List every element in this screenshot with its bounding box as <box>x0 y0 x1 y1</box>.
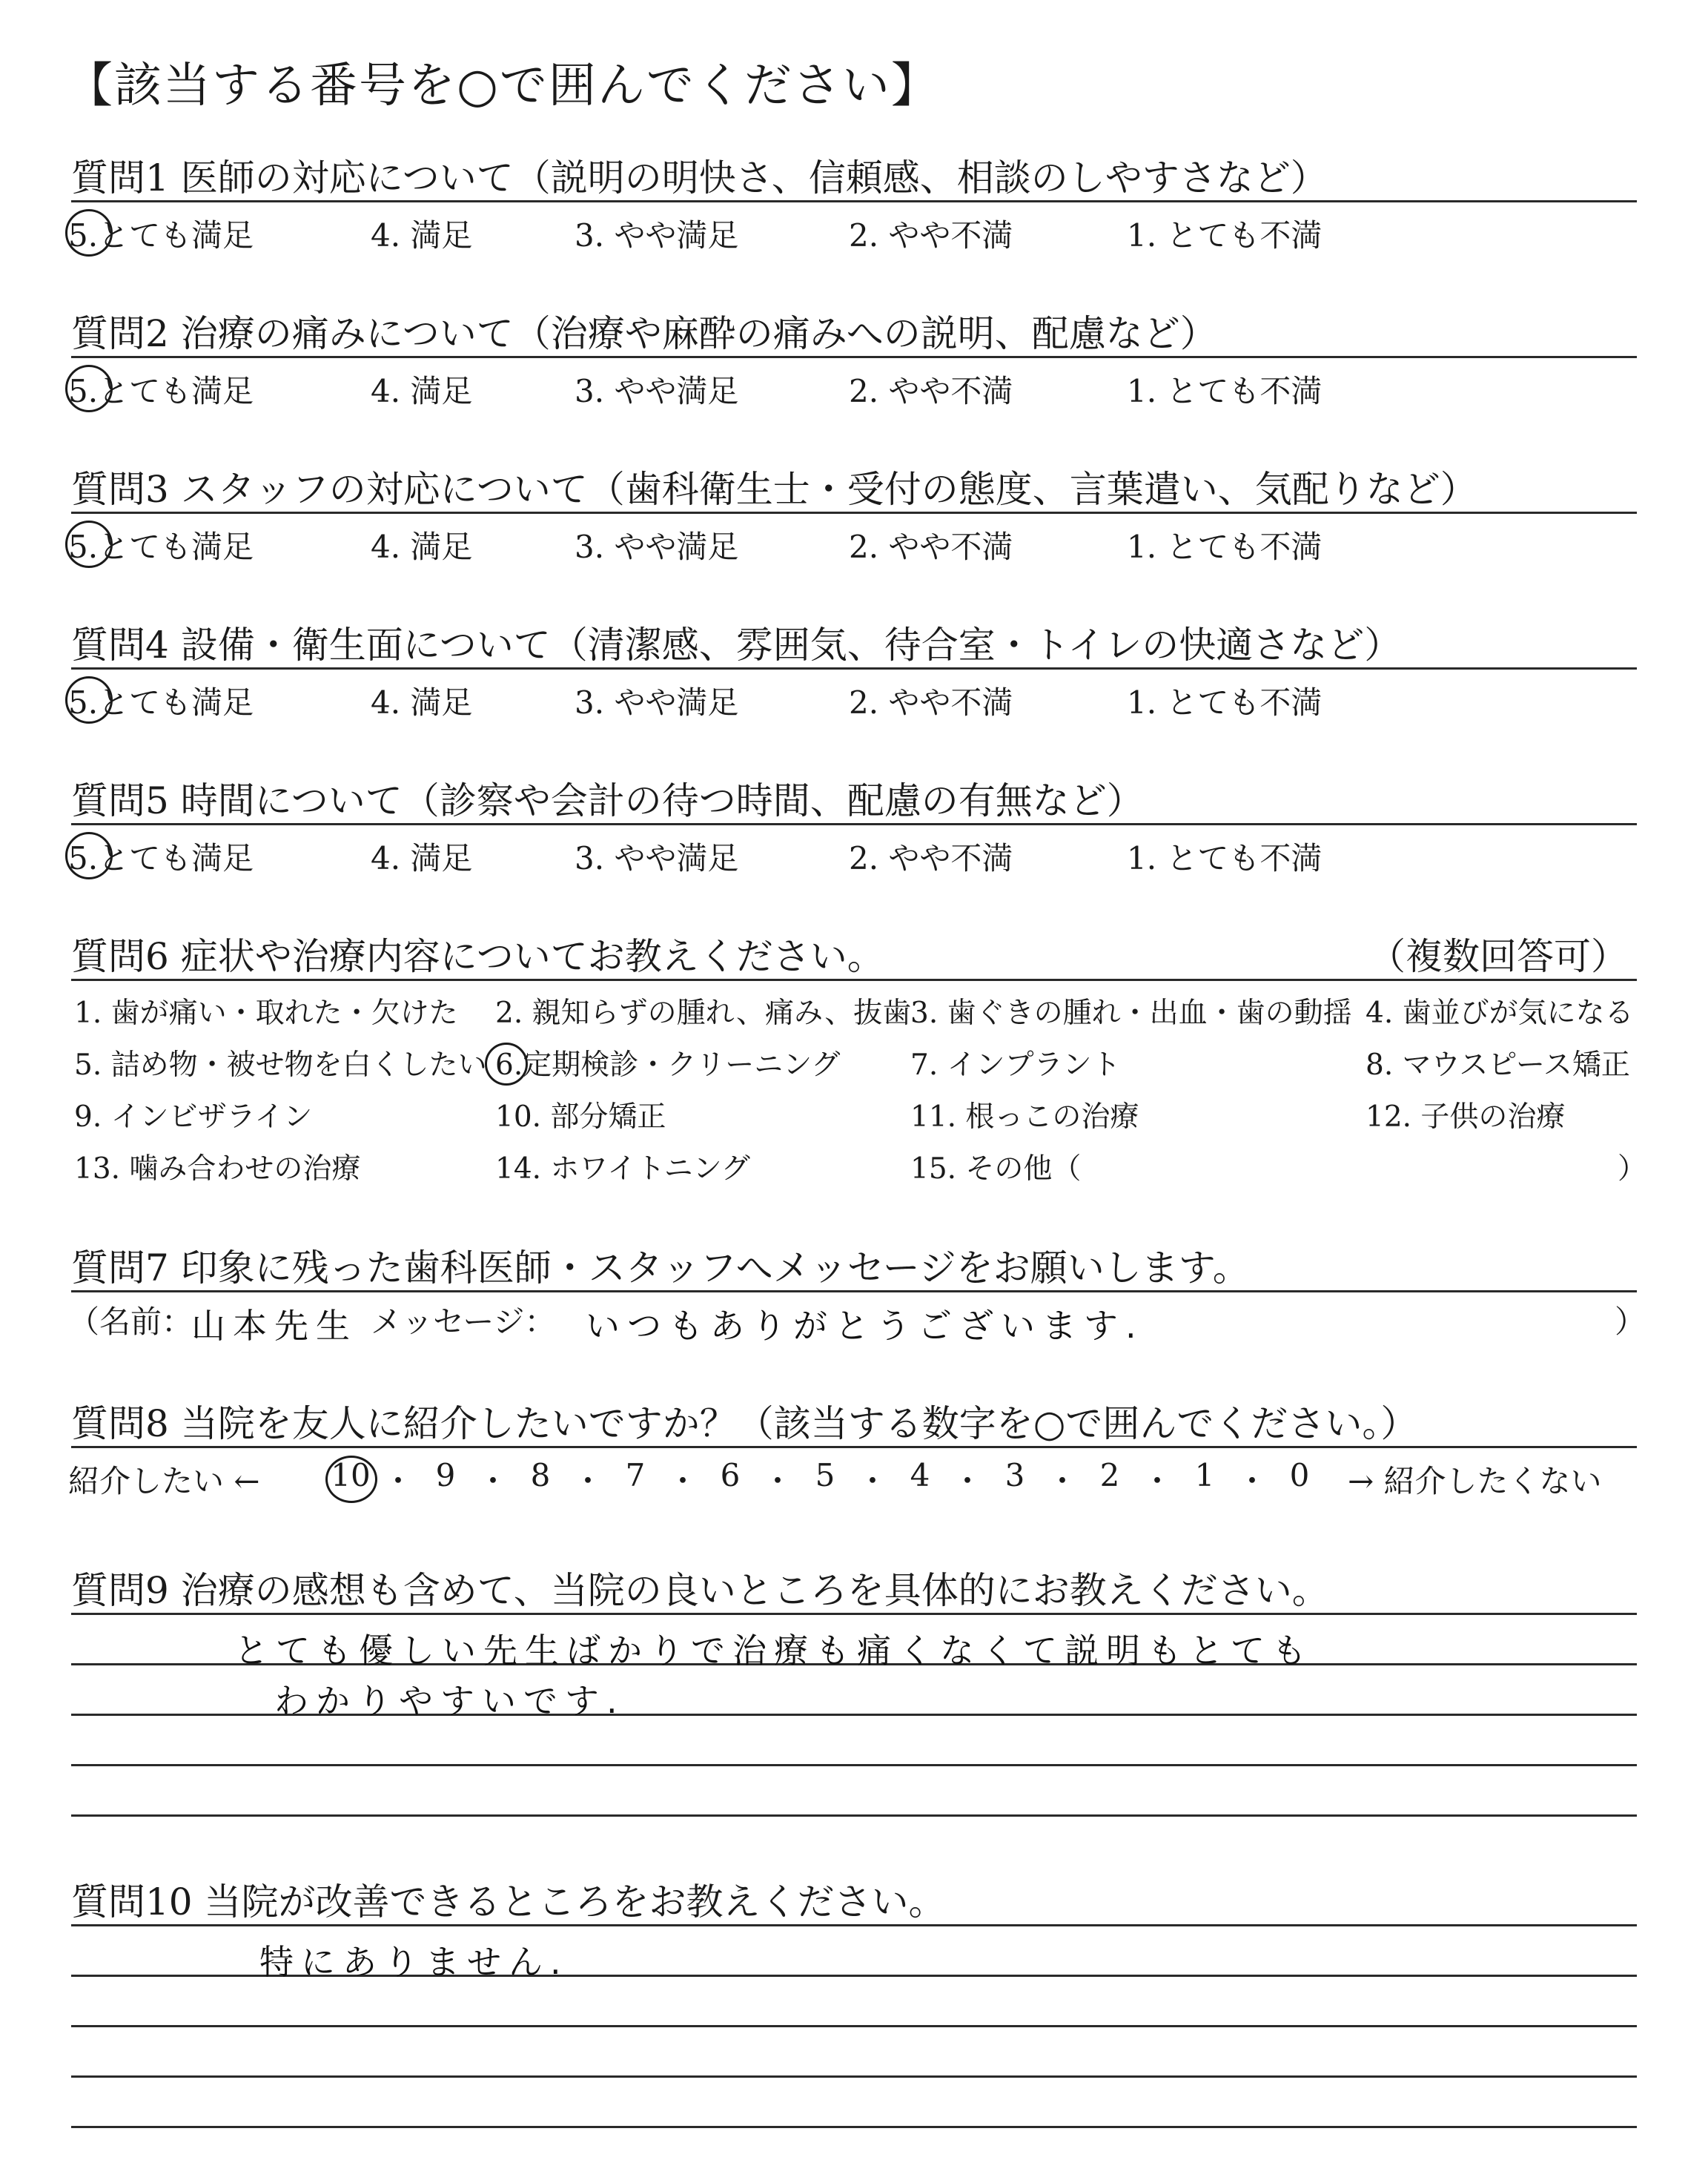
q3-option-3[interactable]: 3. やや満足 <box>575 529 739 565</box>
q9-rule-1 <box>71 1613 1637 1615</box>
q3-option-2[interactable]: 2. やや不満 <box>849 529 1013 565</box>
q8-selected-circle <box>325 1456 377 1503</box>
q9-heading: 質問9 治療の感想も含めて、当院の良いところを具体的にお教えください。 <box>71 1569 1329 1612</box>
q5-option-5[interactable]: 5.とても満足 <box>68 840 254 876</box>
q8-separator: ・ <box>572 1463 603 1499</box>
q10-answer-line-1[interactable]: 特にありません. <box>259 1942 569 1982</box>
q8-scale-4[interactable]: 4 <box>910 1457 930 1493</box>
q1-option-1[interactable]: 1. とても不満 <box>1127 217 1323 254</box>
q4-option-2[interactable]: 2. やや不満 <box>849 684 1013 721</box>
q8-separator: ・ <box>477 1463 509 1499</box>
q6-option-7[interactable]: 7. インプラント <box>910 1048 1121 1082</box>
q4-rule <box>71 667 1637 670</box>
q8-separator: ・ <box>382 1463 414 1499</box>
q5-heading: 質問5 時間について（診察や会計の待つ時間、配慮の有無など） <box>71 779 1144 822</box>
q8-scale-3[interactable]: 3 <box>1004 1457 1025 1493</box>
q8-scale-2[interactable]: 2 <box>1099 1457 1120 1493</box>
q6-option-14[interactable]: 14. ホワイトニング <box>495 1152 750 1186</box>
q2-option-1[interactable]: 1. とても不満 <box>1127 373 1323 409</box>
q9-answer-line-2[interactable]: わかりやすいです. <box>274 1681 625 1721</box>
q6-option-9[interactable]: 9. インビザライン <box>74 1100 313 1134</box>
page-title: 【該当する番号を○で囲んでください】 <box>65 59 940 113</box>
q10-heading: 質問10 当院が改善できるところをお教えください。 <box>71 1880 946 1923</box>
q8-separator: ・ <box>666 1463 698 1499</box>
q10-rule-4 <box>71 2075 1637 2078</box>
q9-rule-5 <box>71 1814 1637 1817</box>
q7-name-value[interactable]: 山本先生 <box>191 1306 357 1346</box>
q7-close-paren: ） <box>1615 1304 1646 1340</box>
q6-option-8[interactable]: 8. マウスピース矯正 <box>1366 1048 1630 1082</box>
q8-scale-8[interactable]: 8 <box>530 1457 551 1493</box>
q8-scale-6[interactable]: 6 <box>720 1457 741 1493</box>
q8-scale-9[interactable]: 9 <box>435 1457 456 1493</box>
q6-option-3[interactable]: 3. 歯ぐきの腫れ・出血・歯の動揺 <box>910 997 1352 1030</box>
q8-separator: ・ <box>761 1463 793 1499</box>
q1-option-4[interactable]: 4. 満足 <box>371 217 473 254</box>
q4-option-4[interactable]: 4. 満足 <box>371 684 473 721</box>
q3-rule <box>71 512 1637 514</box>
q4-heading: 質問4 設備・衛生面について（清潔感、雰囲気、待合室・トイレの快適さなど） <box>71 624 1402 667</box>
q6-multiple-note: （複数回答可） <box>1368 935 1628 978</box>
q8-separator: ・ <box>951 1463 983 1499</box>
q7-name-label: （名前： <box>68 1304 193 1340</box>
q2-rule <box>71 356 1637 358</box>
q7-message-label: メッセージ： <box>371 1304 556 1340</box>
q6-option-6[interactable]: 6.定期検診・クリーニング <box>495 1048 841 1082</box>
q6-option-2[interactable]: 2. 親知らずの腫れ、痛み、抜歯 <box>495 997 912 1030</box>
q10-rule-1 <box>71 1924 1637 1926</box>
q7-heading: 質問7 印象に残った歯科医師・スタッフへメッセージをお願いします。 <box>71 1246 1250 1289</box>
q8-separator: ・ <box>856 1463 888 1499</box>
q3-option-5[interactable]: 5.とても満足 <box>68 529 254 565</box>
q8-scale-5[interactable]: 5 <box>815 1457 835 1493</box>
q2-option-2[interactable]: 2. やや不満 <box>849 373 1013 409</box>
q5-rule <box>71 823 1637 825</box>
q1-selected-circle <box>65 209 113 257</box>
q3-heading: 質問3 スタッフの対応について（歯科衛生士・受付の態度、言葉遣い、気配りなど） <box>71 468 1477 511</box>
q8-scale-10[interactable]: 10 <box>331 1457 371 1493</box>
q1-option-2[interactable]: 2. やや不満 <box>849 217 1013 254</box>
q6-option-10[interactable]: 10. 部分矯正 <box>495 1100 666 1134</box>
q3-option-1[interactable]: 1. とても不満 <box>1127 529 1323 565</box>
q10-rule-3 <box>71 2025 1637 2027</box>
q10-rule-5 <box>71 2126 1637 2128</box>
q1-option-5[interactable]: 5.とても満足 <box>68 217 254 254</box>
q4-option-3[interactable]: 3. やや満足 <box>575 684 739 721</box>
q5-option-2[interactable]: 2. やや不満 <box>849 840 1013 876</box>
q5-option-1[interactable]: 1. とても不満 <box>1127 840 1323 876</box>
q6-option-4[interactable]: 4. 歯並びが気になる <box>1366 997 1634 1030</box>
q4-option-5[interactable]: 5.とても満足 <box>68 684 254 721</box>
q6-option-1[interactable]: 1. 歯が痛い・取れた・欠けた <box>74 997 458 1030</box>
q8-separator: ・ <box>1141 1463 1173 1499</box>
q8-right-label: → 紹介したくない <box>1348 1463 1602 1499</box>
q1-option-3[interactable]: 3. やや満足 <box>575 217 739 254</box>
q5-option-4[interactable]: 4. 満足 <box>371 840 473 876</box>
q8-separator: ・ <box>1236 1463 1268 1499</box>
q8-left-label: 紹介したい ← <box>68 1463 260 1499</box>
q2-option-4[interactable]: 4. 満足 <box>371 373 473 409</box>
q3-option-4[interactable]: 4. 満足 <box>371 529 473 565</box>
q7-message-value[interactable]: いつもありがとうございます. <box>586 1306 1144 1346</box>
q5-selected-circle <box>65 832 113 879</box>
q8-heading: 質問8 当院を友人に紹介したいですか？（該当する数字を○で囲んでください。） <box>71 1402 1418 1445</box>
q6-selected-circle <box>485 1043 528 1086</box>
q3-selected-circle <box>65 521 113 568</box>
q7-rule <box>71 1290 1637 1292</box>
q8-rule <box>71 1446 1637 1448</box>
q6-rule <box>71 979 1637 981</box>
q2-option-3[interactable]: 3. やや満足 <box>575 373 739 409</box>
q2-heading: 質問2 治療の痛みについて（治療や麻酔の痛みへの説明、配慮など） <box>71 312 1217 355</box>
q9-answer-line-1[interactable]: とても優しい先生ばかりで治療も痛くなくて説明もとても <box>234 1631 1314 1671</box>
q6-option-5[interactable]: 5. 詰め物・被せ物を白くしたい <box>74 1048 487 1082</box>
q9-rule-4 <box>71 1764 1637 1766</box>
q6-option-13[interactable]: 13. 噛み合わせの治療 <box>74 1152 361 1186</box>
q8-separator: ・ <box>1046 1463 1078 1499</box>
q8-scale-1[interactable]: 1 <box>1194 1457 1215 1493</box>
q6-heading: 質問6 症状や治療内容についてお教えください。 <box>71 935 884 978</box>
q8-scale-7[interactable]: 7 <box>625 1457 646 1493</box>
q2-option-5[interactable]: 5.とても満足 <box>68 373 254 409</box>
q4-option-1[interactable]: 1. とても不満 <box>1127 684 1323 721</box>
q4-selected-circle <box>65 676 113 724</box>
q6-other-close-paren: ） <box>1618 1152 1647 1186</box>
q1-rule <box>71 200 1637 202</box>
q6-option-12[interactable]: 12. 子供の治療 <box>1366 1100 1566 1134</box>
q6-option-15[interactable]: 15. その他（ <box>910 1152 1082 1186</box>
q6-option-11[interactable]: 11. 根っこの治療 <box>910 1100 1139 1134</box>
q5-option-3[interactable]: 3. やや満足 <box>575 840 739 876</box>
q8-scale-0[interactable]: 0 <box>1289 1457 1310 1493</box>
q1-heading: 質問1 医師の対応について（説明の明快さ、信頼感、相談のしやすさなど） <box>71 156 1328 199</box>
q2-selected-circle <box>65 365 113 412</box>
